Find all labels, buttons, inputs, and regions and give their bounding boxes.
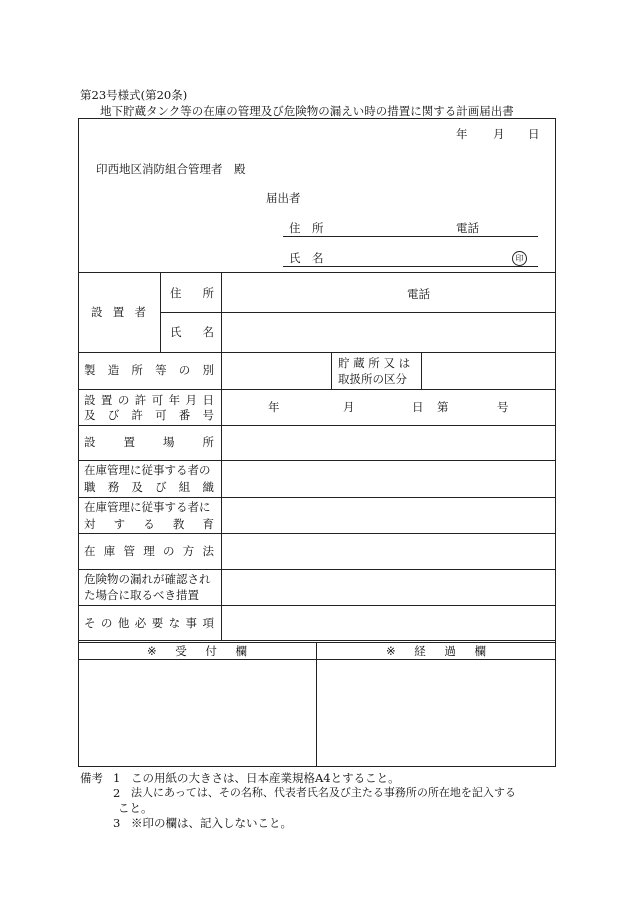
row-line	[78, 533, 556, 534]
char: 所	[202, 435, 214, 449]
installer-name-label	[170, 324, 214, 340]
char: 及	[131, 479, 143, 494]
char: 設	[91, 305, 103, 319]
location-label	[84, 434, 214, 450]
char: 年	[168, 392, 181, 407]
addressee: 印西地区消防組合管理者 殿	[96, 162, 246, 176]
progress-header	[386, 643, 486, 658]
date-day-label: 日	[528, 127, 540, 141]
char: 他	[117, 616, 130, 630]
method-label	[84, 543, 214, 559]
row-line	[78, 569, 556, 570]
other-label	[84, 615, 214, 631]
submitter-label: 届出者	[266, 191, 301, 205]
char: ※	[386, 643, 396, 658]
char: 及	[84, 407, 96, 422]
char: 過	[444, 643, 456, 658]
char: の	[100, 616, 113, 630]
char: 許	[131, 407, 143, 422]
char: 理	[143, 544, 155, 558]
note-2-cont: こと。	[118, 801, 153, 815]
submitter-address-label: 住 所	[289, 221, 324, 235]
notes-label: 備考	[80, 771, 103, 785]
char: び	[107, 407, 120, 422]
reception-header	[147, 643, 247, 658]
char: 許	[134, 392, 147, 407]
char: 在	[84, 544, 96, 558]
row-line	[78, 425, 556, 426]
row-line	[78, 389, 556, 390]
installer-phone-label: 電話	[407, 287, 430, 301]
row-line	[78, 640, 556, 641]
frame-left	[78, 118, 79, 766]
char: 欄	[235, 643, 247, 658]
char: 住	[170, 286, 182, 300]
char: 法	[202, 544, 214, 558]
char: 等	[155, 363, 167, 377]
char: 職	[84, 479, 96, 494]
char: 所	[202, 286, 214, 300]
char: 受	[175, 643, 187, 658]
char: 置	[112, 305, 125, 319]
leak-label-line2: た場合に取るべき措置	[84, 588, 199, 602]
char: 所	[131, 363, 143, 377]
char: 可	[155, 407, 167, 422]
char: 日	[202, 392, 214, 407]
row-line	[78, 497, 556, 498]
char: 項	[202, 616, 214, 630]
installer-address-label	[170, 285, 214, 301]
training-label-line2	[84, 516, 214, 531]
frame-right	[555, 118, 556, 766]
row-line	[160, 312, 556, 313]
note-1-text: この用紙の大きさは、日本産業規格A4とすること。	[131, 771, 400, 785]
seal-mark: 印	[512, 251, 527, 266]
permit-year: 年	[268, 400, 280, 414]
form-title: 地下貯蔵タンク等の在庫の管理及び危険物の漏えい時の措置に関する計画届出書	[100, 104, 514, 118]
training-label-line1: 在庫管理に従事する者に	[84, 500, 211, 514]
col-line	[316, 642, 317, 766]
char: 製	[84, 363, 96, 377]
permit-day: 日	[412, 400, 424, 414]
char: す	[113, 516, 126, 531]
permit-no-prefix: 第	[437, 400, 449, 414]
storage-class-line2: 取扱所の区分	[338, 372, 407, 386]
col-line	[221, 272, 222, 640]
char: 事	[185, 616, 198, 630]
row-line	[78, 659, 556, 660]
char: 庫	[103, 544, 116, 558]
permit-no-suffix: 号	[497, 400, 509, 414]
permit-label-line2	[84, 407, 214, 422]
col-line	[160, 272, 161, 352]
char: 務	[107, 479, 120, 494]
staff-label-line1: 在庫管理に従事する者の	[84, 463, 211, 477]
char: の	[178, 363, 191, 377]
char: 造	[107, 363, 120, 377]
staff-label-line2	[84, 479, 214, 494]
row-line	[78, 352, 556, 353]
frame-top	[78, 118, 556, 119]
note-1-no: 1	[113, 771, 121, 785]
note-2-no: 2	[113, 786, 121, 800]
char: び	[155, 479, 167, 494]
char: 可	[151, 392, 164, 407]
char: 経	[414, 643, 426, 658]
row-line	[78, 460, 556, 461]
note-3-no: 3	[113, 816, 121, 830]
char: 別	[202, 363, 214, 377]
frame-bottom	[78, 766, 556, 767]
char: 方	[182, 544, 195, 558]
style-number: 第23号様式(第20条)	[80, 88, 188, 102]
permit-label-line1	[84, 392, 214, 407]
char: 氏	[170, 325, 182, 339]
char: 設	[84, 392, 96, 407]
char: 号	[202, 407, 214, 422]
char: 番	[178, 407, 191, 422]
note-2-text: 法人にあっては、その名称、代表者氏名及び主たる事務所の所在地を記入する	[131, 786, 516, 799]
submitter-name-line	[283, 266, 538, 267]
char: 欄	[474, 643, 486, 658]
char: 付	[205, 643, 217, 658]
char: 場	[163, 435, 175, 449]
col-line	[421, 352, 422, 389]
col-line	[331, 352, 332, 389]
char: 名	[202, 325, 214, 339]
char: 者	[134, 305, 146, 319]
note-3-text: ※印の欄は、記入しないこと。	[131, 816, 292, 830]
char: な	[168, 616, 181, 630]
char: 対	[84, 516, 96, 531]
char: 織	[202, 479, 214, 494]
char: 育	[202, 516, 214, 531]
char: 管	[123, 544, 135, 558]
char: 要	[151, 616, 164, 630]
char: る	[143, 516, 155, 531]
char: 設	[84, 435, 96, 449]
storage-class-line1: 貯 蔵 所 又 は	[338, 356, 411, 370]
char: 教	[172, 516, 185, 531]
row-line	[78, 272, 556, 273]
installer-label	[91, 304, 146, 320]
submitter-name-label: 氏 名	[289, 251, 324, 265]
char: 必	[134, 616, 147, 630]
char: の	[117, 392, 130, 407]
char: 組	[178, 479, 191, 494]
submitter-address-line	[283, 236, 538, 237]
char: 月	[185, 392, 198, 407]
date-year-label: 年	[456, 127, 468, 141]
char: 置	[123, 435, 135, 449]
char: ※	[147, 643, 157, 658]
permit-month: 月	[343, 400, 355, 414]
date-month-label: 月	[493, 127, 505, 141]
submitter-phone-label: 電話	[456, 221, 479, 235]
leak-label-line1: 危険物の漏れが確認され	[84, 572, 211, 586]
facility-type-label	[84, 362, 214, 378]
char: そ	[84, 616, 96, 630]
char: の	[163, 544, 175, 558]
row-line	[78, 605, 556, 606]
char: 置	[100, 392, 113, 407]
